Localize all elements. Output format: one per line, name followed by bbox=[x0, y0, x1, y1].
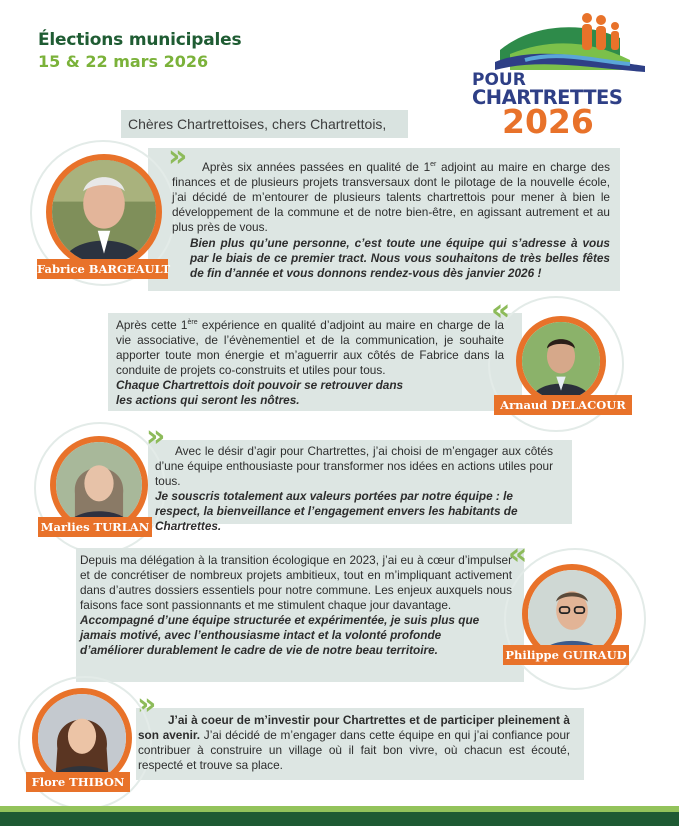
text-part: Après six années passées en qualité de 1 bbox=[202, 160, 431, 174]
quote-icon: » bbox=[146, 419, 160, 454]
greeting-banner: Chères Chartrettoises, chers Chartrettois, bbox=[121, 110, 408, 138]
testimonial-text-2 bbox=[116, 318, 504, 408]
text-part: Après cette 1 bbox=[116, 318, 188, 332]
logo-line2: CHARTRETTES bbox=[472, 86, 623, 109]
emphasis-text: Accompagné d’une équipe structurée et expérimentée, je suis plus que jamais motivé, avec l’enthousiasme intact et la volonté profonde d’améliorer durablement le cadre de vie de notre beau territoire. bbox=[80, 613, 480, 657]
lead-text: J’ai à coeur de m’investir pour Chartrettes et de participer pleinement à son avenir. bbox=[138, 713, 570, 742]
quote-icon: » bbox=[137, 687, 151, 722]
testimonial-text-5 bbox=[138, 713, 570, 773]
ordinal-suffix: ère bbox=[187, 319, 198, 327]
text-part: Depuis ma délégation à la transition écologique en 2023, j’ai eu à cœur d’impulser et de concrétiser de nombreux projets ambitieux, tout en m’impliquant activement dans d’autres dossiers essentiels pour notre commune. Les enjeux auxquels nous faisons face sont passionnants et me stimulent chaque jour davantage. bbox=[80, 553, 512, 612]
quote-icon: » bbox=[168, 139, 182, 174]
text-part: adjoint au maire en charge des finances et de plusieurs projets transversaux dont le pilotage de la nouvelle école, j’ai décidé de m’entourer de plusieurs talents chartrettois pour mener à bien le développement de la commune et de notre bien-être, en agissant autrement et au plus près de vous. bbox=[172, 160, 610, 234]
name-label-marlies: Marlies TURLAN bbox=[38, 517, 152, 537]
testimonial-text-4 bbox=[80, 553, 512, 658]
ordinal-suffix: er bbox=[430, 161, 437, 169]
name-label-arnaud: Arnaud DELACOUR bbox=[494, 395, 632, 415]
quote-icon: « bbox=[508, 537, 522, 572]
avatar-arnaud bbox=[516, 316, 606, 406]
text-part: expérience en qualité d’adjoint au maire en charge de la vie associative, de l’évènementiel et de la communication, je souhaite apporter toute mon énergie et m’aguerrir aux côtés de Fabrice dans la conduite de projets co-construits et utiles pour tous. bbox=[116, 318, 504, 377]
testimonial-text-1 bbox=[172, 160, 610, 281]
emphasis-text: Je souscris totalement aux valeurs portées par notre équipe : le respect, la bienveillance et l’engagement envers les habitants de Chartrettes. bbox=[155, 489, 518, 533]
emphasis-text: Bien plus qu’une personne, c’est toute une équipe qui s’adresse à vous par le biais de ce premier tract. Nous vous souhaitons de très belles fêtes de fin d’année et vous donnons rendez-vous dès janvier 2026 ! bbox=[190, 236, 610, 280]
testimonial-text-3 bbox=[155, 444, 553, 534]
logo-year: 2026 bbox=[502, 102, 594, 141]
campaign-logo bbox=[470, 10, 660, 140]
text-part: J’ai décidé de m’engager dans cette équipe en qui j’ai confiance pour contribuer à construire un village où il fait bon vivre, où chacun est écouté, respecté et trouve sa place. bbox=[138, 728, 570, 772]
quote-icon: « bbox=[491, 293, 505, 328]
name-label-fabrice: Fabrice BARGEAULT bbox=[37, 259, 168, 279]
avatar-fabrice bbox=[46, 154, 162, 270]
header-dates: 15 & 22 mars 2026 bbox=[38, 52, 209, 71]
emphasis-text: Chaque Chartrettois doit pouvoir se retrouver dans les actions qui seront les nôtres. bbox=[116, 378, 404, 407]
name-label-flore: Flore THIBON bbox=[26, 772, 130, 792]
footer-band bbox=[0, 806, 679, 826]
logo-line1: POUR bbox=[472, 70, 526, 90]
name-label-philippe: Philippe GUIRAUD bbox=[503, 645, 629, 665]
header-title: Élections municipales bbox=[38, 30, 242, 50]
text-part: Avec le désir d’agir pour Chartrettes, j’ai choisi de m’engager aux côtés d’une équipe enthousiaste pour transformer nos idées en actions utiles pour tous. bbox=[155, 444, 553, 488]
